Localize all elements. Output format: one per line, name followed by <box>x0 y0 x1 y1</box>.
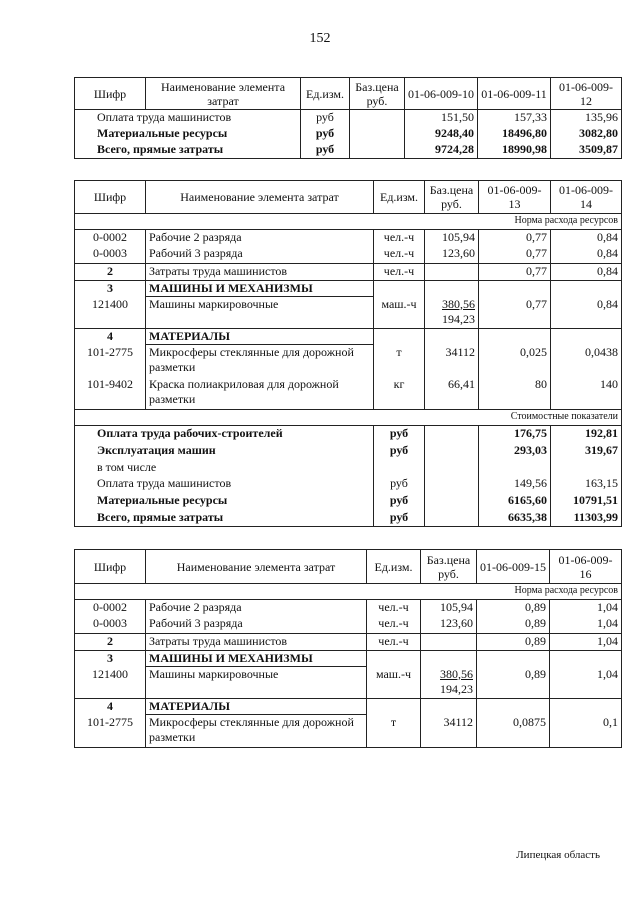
table-row <box>75 667 622 699</box>
row-name: Всего, прямые затраты <box>75 142 301 159</box>
table-row <box>75 476 622 493</box>
table-row <box>75 246 622 264</box>
norm-section-label: Норма расхода ресурсов <box>75 584 622 600</box>
row-unit: т <box>367 715 421 748</box>
row-value: 0,77 <box>479 246 551 264</box>
row-code: 2 <box>75 634 146 651</box>
row-value: 0,84 <box>551 264 622 281</box>
table-row <box>75 110 622 126</box>
row-value: 6635,38 <box>479 510 551 527</box>
row-price: 34112 <box>425 345 479 377</box>
row-price: 105,94 <box>421 600 477 616</box>
row-value: 319,67 <box>551 443 622 460</box>
header-col-10: 01-06-009-10 <box>405 78 478 110</box>
header-base-price: Баз.цена руб. <box>425 181 479 214</box>
section-title: МАШИНЫ И МЕХАНИЗМЫ <box>146 651 367 667</box>
header-base-price: Баз.цена руб. <box>421 550 477 584</box>
row-name: Рабочие 2 разряда <box>146 600 367 616</box>
row-name: Материальные ресурсы <box>75 493 374 510</box>
row-price: 380,56 <box>440 666 473 681</box>
row-price: 380,56 <box>442 296 475 311</box>
row-value: 149,56 <box>479 476 551 493</box>
header-col-14: 01-06-009-14 <box>551 181 622 214</box>
row-name: Эксплуатация машин <box>75 443 374 460</box>
row-name: Микросферы стеклянные для дорожной разметки <box>146 715 367 748</box>
table-row <box>75 297 622 329</box>
header-name: Наименование элемента затрат <box>146 181 374 214</box>
header-unit: Ед.изм. <box>301 78 350 110</box>
row-name: Краска полиакриловая для дорожной разметки <box>146 377 374 410</box>
row-unit: руб <box>374 443 425 460</box>
section-title: МАТЕРИАЛЫ <box>146 329 374 345</box>
row-code: 121400 <box>75 297 146 329</box>
row-value: 0,0875 <box>477 715 550 748</box>
cost-section-label: Стоимостные показатели <box>75 410 622 426</box>
section-row <box>75 281 622 297</box>
page-number: 152 <box>309 31 331 46</box>
section-row <box>75 329 622 345</box>
section-row <box>75 699 622 715</box>
row-value: 80 <box>479 377 551 410</box>
row-value: 1,04 <box>550 634 622 651</box>
section-row <box>75 651 622 667</box>
row-name: Оплата труда машинистов <box>75 110 301 126</box>
row-price-secondary: 194,23 <box>442 311 475 326</box>
row-value: 18496,80 <box>478 126 551 142</box>
row-name: Машины маркировочные <box>146 297 374 329</box>
table-row <box>75 634 622 651</box>
table-row <box>75 510 622 527</box>
table-row <box>75 264 622 281</box>
table-row <box>75 426 622 443</box>
row-value: 9248,40 <box>405 126 478 142</box>
header-col-15: 01-06-009-15 <box>477 550 550 584</box>
row-code: 4 <box>75 329 146 345</box>
row-price: 66,41 <box>425 377 479 410</box>
row-value: 0,89 <box>477 634 550 651</box>
table-row <box>75 600 622 616</box>
row-price: 34112 <box>421 715 477 748</box>
header-code: Шифр <box>75 78 146 110</box>
row-value: 0,89 <box>477 667 550 699</box>
row-value: 3082,80 <box>551 126 622 142</box>
table-row <box>75 230 622 246</box>
row-price: 123,60 <box>425 246 479 264</box>
table-row <box>75 460 622 476</box>
row-value: 135,96 <box>551 110 622 126</box>
row-name: Всего, прямые затраты <box>75 510 374 527</box>
row-value: 0,77 <box>479 297 551 329</box>
footer-region: Липецкая область <box>516 849 600 861</box>
row-unit: руб <box>301 110 350 126</box>
row-code: 101-2775 <box>75 715 146 748</box>
row-value: 0,89 <box>477 600 550 616</box>
row-value: 3509,87 <box>551 142 622 159</box>
row-code: 0-0003 <box>75 246 146 264</box>
row-unit: т <box>374 345 425 377</box>
header-col-13: 01-06-009-13 <box>479 181 551 214</box>
table-row <box>75 126 622 142</box>
row-price: 123,60 <box>421 616 477 634</box>
row-code: 4 <box>75 699 146 715</box>
row-value: 0,84 <box>551 230 622 246</box>
row-code: 0-0003 <box>75 616 146 634</box>
row-code: 0-0002 <box>75 600 146 616</box>
row-code: 3 <box>75 651 146 667</box>
row-value: 9724,28 <box>405 142 478 159</box>
row-code: 2 <box>75 264 146 281</box>
row-name: Оплата труда рабочих-строителей <box>75 426 374 443</box>
row-unit: маш.-ч <box>367 667 421 699</box>
row-value: 0,77 <box>479 264 551 281</box>
header-unit: Ед.изм. <box>374 181 425 214</box>
row-value: 1,04 <box>550 616 622 634</box>
cost-table-1 <box>74 77 622 159</box>
row-value: 0,84 <box>551 246 622 264</box>
table-row <box>75 493 622 510</box>
row-value: 0,0438 <box>551 345 622 377</box>
norm-section-label: Норма расхода ресурсов <box>75 214 622 230</box>
row-unit: чел.-ч <box>367 600 421 616</box>
row-value: 151,50 <box>405 110 478 126</box>
row-name: Материальные ресурсы <box>75 126 301 142</box>
row-value: 0,77 <box>479 230 551 246</box>
header-code: Шифр <box>75 550 146 584</box>
row-name: Рабочий 3 разряда <box>146 616 367 634</box>
table-row <box>75 377 622 410</box>
row-value: 0,025 <box>479 345 551 377</box>
row-value: 140 <box>551 377 622 410</box>
section-title: МАШИНЫ И МЕХАНИЗМЫ <box>146 281 374 297</box>
row-value: 10791,51 <box>551 493 622 510</box>
row-unit: руб <box>374 426 425 443</box>
row-value: 0,84 <box>551 297 622 329</box>
row-code: 101-9402 <box>75 377 146 410</box>
row-value: 6165,60 <box>479 493 551 510</box>
row-name: Рабочий 3 разряда <box>146 246 374 264</box>
cost-table-2 <box>74 180 622 527</box>
row-unit: чел.-ч <box>374 246 425 264</box>
row-value: 293,03 <box>479 443 551 460</box>
header-col-16: 01-06-009-16 <box>550 550 622 584</box>
row-unit: кг <box>374 377 425 410</box>
row-unit: маш.-ч <box>374 297 425 329</box>
row-price: 105,94 <box>425 230 479 246</box>
row-name: Оплата труда машинистов <box>75 476 374 493</box>
row-value: 11303,99 <box>551 510 622 527</box>
table-row <box>75 345 622 377</box>
row-value: 0,89 <box>477 616 550 634</box>
table-row <box>75 715 622 748</box>
row-unit: чел.-ч <box>374 230 425 246</box>
row-unit: руб <box>374 510 425 527</box>
row-unit: руб <box>301 142 350 159</box>
row-name: Затраты труда машинистов <box>146 634 367 651</box>
row-value: 163,15 <box>551 476 622 493</box>
row-unit: чел.-ч <box>367 616 421 634</box>
header-col-12: 01-06-009-12 <box>551 78 622 110</box>
row-name: Машины маркировочные <box>146 667 367 699</box>
row-unit: чел.-ч <box>367 634 421 651</box>
row-value: 192,81 <box>551 426 622 443</box>
row-unit: руб <box>374 493 425 510</box>
row-value: 0,1 <box>550 715 622 748</box>
row-value: 176,75 <box>479 426 551 443</box>
row-name: Затраты труда машинистов <box>146 264 374 281</box>
row-value: 18990,98 <box>478 142 551 159</box>
row-unit: чел.-ч <box>374 264 425 281</box>
row-value: 157,33 <box>478 110 551 126</box>
row-code: 121400 <box>75 667 146 699</box>
row-name: в том числе <box>75 460 374 476</box>
section-title: МАТЕРИАЛЫ <box>146 699 367 715</box>
header-unit: Ед.изм. <box>367 550 421 584</box>
header-name: Наименование элемента затрат <box>146 550 367 584</box>
row-value: 1,04 <box>550 600 622 616</box>
table-row <box>75 616 622 634</box>
row-name: Микросферы стеклянные для дорожной разметки <box>146 345 374 377</box>
header-name: Наименование элемента затрат <box>146 78 301 110</box>
row-price-secondary: 194,23 <box>440 681 473 696</box>
header-code: Шифр <box>75 181 146 214</box>
table-row <box>75 142 622 159</box>
header-col-11: 01-06-009-11 <box>478 78 551 110</box>
table-row <box>75 443 622 460</box>
row-name: Рабочие 2 разряда <box>146 230 374 246</box>
row-code: 101-2775 <box>75 345 146 377</box>
row-unit: руб <box>301 126 350 142</box>
cost-table-3 <box>74 549 622 748</box>
row-value: 1,04 <box>550 667 622 699</box>
row-unit: руб <box>374 476 425 493</box>
header-base-price: Баз.цена руб. <box>350 78 405 110</box>
row-code: 3 <box>75 281 146 297</box>
row-code: 0-0002 <box>75 230 146 246</box>
